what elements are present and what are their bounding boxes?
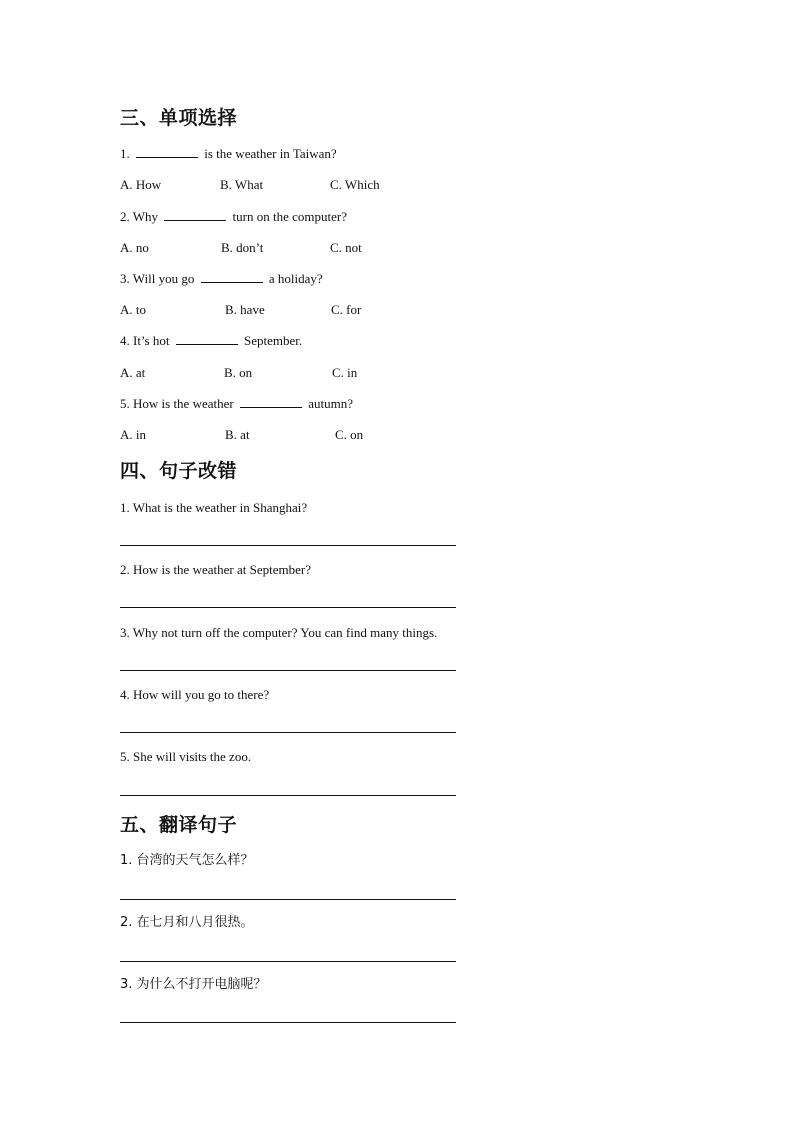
question-text: It’s hot (133, 333, 170, 348)
question-number: 3. (120, 271, 130, 286)
correction-item-3: 3. Why not turn off the computer? You can find many things. (120, 625, 438, 640)
correction-item-4: 4. How will you go to there? (120, 687, 270, 702)
question-text: Will you go (132, 271, 195, 286)
option-b: B. don’t (221, 240, 264, 255)
option-a: A. to (120, 302, 146, 317)
question-text: a holiday? (268, 271, 323, 286)
option-c: C. for (331, 302, 362, 317)
option-a: A. at (120, 365, 146, 380)
correction-item-5: 5. She will visits the zoo. (120, 749, 252, 764)
section-heading-error-correction: 四、句子改错 (120, 460, 238, 482)
question-5 (120, 395, 353, 413)
question-number: 2. (120, 209, 130, 224)
option-c: C. in (332, 365, 358, 380)
option-b: B. have (225, 302, 265, 317)
answer-blank[interactable] (176, 332, 238, 345)
question-text: September. (243, 333, 303, 348)
answer-blank[interactable] (136, 145, 198, 158)
section-heading-translation: 五、翻译句子 (120, 814, 238, 836)
option-a: A. How (120, 177, 162, 192)
question-text: is the weather in Taiwan? (204, 146, 337, 161)
option-c: C. Which (330, 177, 380, 192)
question-number: 4. (120, 333, 130, 348)
question-text: Why (132, 209, 159, 224)
answer-blank[interactable] (201, 270, 263, 283)
option-b: B. on (224, 365, 253, 380)
option-c: C. on (335, 427, 364, 442)
answer-line[interactable] (120, 899, 456, 900)
option-b: B. What (220, 177, 264, 192)
question-text: autumn? (308, 396, 353, 411)
answer-line[interactable] (120, 607, 456, 608)
answer-blank[interactable] (164, 208, 226, 221)
correction-item-1: 1. What is the weather in Shanghai? (120, 500, 308, 515)
answer-line[interactable] (120, 732, 456, 733)
correction-item-2: 2. How is the weather at September? (120, 562, 311, 577)
question-number: 5. (120, 396, 130, 411)
translation-item-1: 1. 台湾的天气怎么样？ (120, 853, 254, 868)
question-4 (120, 332, 302, 350)
option-b: B. at (225, 427, 250, 442)
translation-item-2: 2. 在七月和八月很热。 (120, 915, 254, 930)
question-3 (120, 270, 323, 288)
answer-line[interactable] (120, 961, 456, 962)
question-text: How is the weather (133, 396, 234, 411)
answer-blank[interactable] (240, 395, 302, 408)
option-c: C. not (330, 240, 362, 255)
option-a: A. no (120, 240, 149, 255)
question-1 (120, 145, 337, 163)
answer-line[interactable] (120, 1022, 456, 1023)
question-text: turn on the computer? (232, 209, 347, 224)
option-a: A. in (120, 427, 146, 442)
answer-line[interactable] (120, 670, 456, 671)
answer-line[interactable] (120, 795, 456, 796)
translation-item-3: 3. 为什么不打开电脑呢？ (120, 977, 267, 992)
section-heading-multiple-choice: 三、单项选择 (120, 107, 238, 129)
question-number: 1. (120, 146, 130, 161)
question-2 (120, 208, 347, 226)
answer-line[interactable] (120, 545, 456, 546)
